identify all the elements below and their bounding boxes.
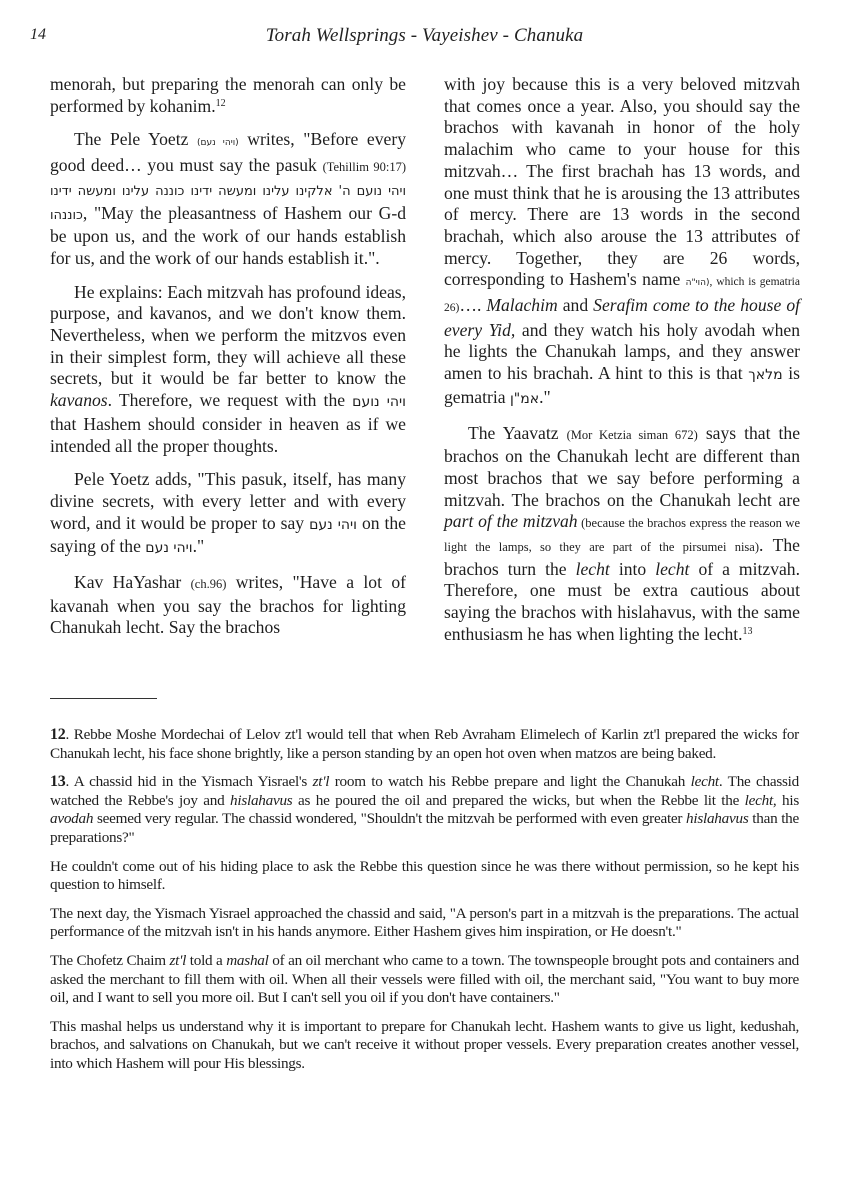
pasuk-hebrew: ויהי נועם ה' אלקינו עלינו ומעשה ידינו כוננה עלינו ומעשה ידינו כוננהו xyxy=(50,183,406,223)
paragraph-yaavatz: The Yaavatz (Mor Ketzia siman 672) says that the brachos on the Chanukah lecht are different than most brachos that we say before performing a mitzvah. The brachos on the Chanukah lecht are part of the mitzvah (because the brachos express the reason we light the lamps, so they are part of the pirsumei nisa). The brachos turn the lecht into lecht of a mitzvah. Therefore, one must be extra cautious about saying the brachos with hislahavus, with the same enthusiasm he has when lighting the lecht.$^{13}$ xyxy=(444,422,801,644)
footnote-13: 13. A chassid hid in the Yismach Yisrael's zt'l room to watch his Rebbe prepare and light the Chanukah lecht. The chassid watched the Rebbe's joy and hislahavus as he poured the oil and prepared the wicks, but when the Rebbe lit the lecht, his avodah seemed very regular. The chassid wondered, "Shouldn't the mitzvah be performed with even greater hislahavus than the preparations?" xyxy=(50,773,800,846)
paragraph-with-joy: with joy because this is a very beloved mitzvah that comes once a year. Also, you should say the brachos with kavanah in honor of the holy malachim who came to your house for this mitzvah… The first brachah has 13 words, and one must think that he is arousing the 13 attributes of mercy. There are 13 words in the second brachah, which also arouse the 13 attributes of mercy. Together, they are 26 words, corresponding to Hashem's name (הוי"ה, which is gematria 26)…. Malachim and Serafim come to the house of every Yid, and they watch his holy avodah when he lights the Chanukah lamps, and they answer amen to his brachah. A hint to this is that מלאך is gematria אמ"ן." xyxy=(444,74,801,407)
paragraph-pele-yoetz-adds: Pele Yoetz adds, "This pasuk, itself, has many divine secrets, with every letter and with every word, and it would be proper to say ויהי נעם on the saying of the ויהי נעם." xyxy=(50,469,406,557)
paragraph-menorah: menorah, but preparing the menorah can only be performed by kohanim.$^{12}$ xyxy=(50,74,406,116)
source-hebrew: (ויהי נעם) xyxy=(197,138,239,149)
paragraph-explains: He explains: Each mitzvah has profound ideas, purpose, and kavanos, and we don't know them. Nevertheless, when we perform the mitzvos even in their simplest form, they will achieve all these secrets, but it would be far better to know the kavanos. Therefore, we request with the ויהי נועם that Hashem should consider in heaven as if we intended all the proper thoughts. xyxy=(50,281,406,456)
footnote-13-next-day: The next day, the Yismach Yisrael approached the chassid and said, "A person's part in a mitzvah is the preparations. The actual performance of the mitzvah isn't in his hands anymore. Either Hashem gives him inspiration, or He doesn't." xyxy=(50,904,799,941)
right-column xyxy=(444,74,800,658)
footnote-ref-12[interactable]: 12 xyxy=(215,97,226,109)
footnote-12: 12. Rebbe Moshe Mordechai of Lelov zt'l would tell that when Reb Avraham Elimelech of Karlin zt'l prepared the wicks for Chanukah lecht, his face shone brightly, like a person standing by an open hot oven when matzos are being baked. xyxy=(50,726,799,762)
page-number: 14 xyxy=(30,26,46,43)
page-header xyxy=(0,26,849,50)
paragraph-kav-hayashar: Kav HaYashar (ch.96) writes, "Have a lot of kavanah when you say the brachos for lighting Chanukah lecht. Say the brachos xyxy=(50,572,406,638)
citation-hashem-name: (הוי"ה, which is gematria 26) xyxy=(444,276,800,315)
footnote-separator xyxy=(50,698,157,699)
footnote-13-hiding-place: He couldn't come out of his hiding place to ask the Rebbe this question since he was there without permission, so he kept his question to himself. xyxy=(50,857,799,894)
footnote-13-mashal-lesson: This mashal helps us understand why it is important to prepare for Chanukah lecht. Hashem wants to give us light, kedushah, brachos, and salvations on Chanukah, but we can't receive it without proper vessels. Every preparation creates another vessel, into which Hashem will pour His blessings. xyxy=(50,1017,799,1072)
left-column xyxy=(50,74,406,651)
footnote-ref-13[interactable]: 13 xyxy=(742,625,753,637)
footnote-13-chofetz-chaim: The Chofetz Chaim zt'l told a mashal of an oil merchant who came to a town. The townspeople brought pots and containers and asked the merchant to fill them with oil. When all their vessels were filled with oil, the merchant said, "You want to buy more oil, and I want to sell you more oil. But I can't sell you oil if you don't have containers." xyxy=(50,951,800,1007)
paragraph-pele-yoetz: The Pele Yoetz (ויהי נעם) writes, "Before every good deed… you must say the pasuk (Tehillim 90:17) ויהי נועם ה' אלקינו עלינו ומעשה ידינו כוננה עלינו ומעשה ידינו כוננהו, "May the pleasantness of Hashem our G-d be upon us, and the work of our hands establish for us, and the work of our hands establish it.". xyxy=(50,129,406,268)
running-title: Torah Wellsprings - Vayeishev - Chanuka xyxy=(265,25,584,46)
citation-tehillim: (Tehillim 90:17) xyxy=(322,160,406,175)
footnotes xyxy=(50,726,799,1084)
